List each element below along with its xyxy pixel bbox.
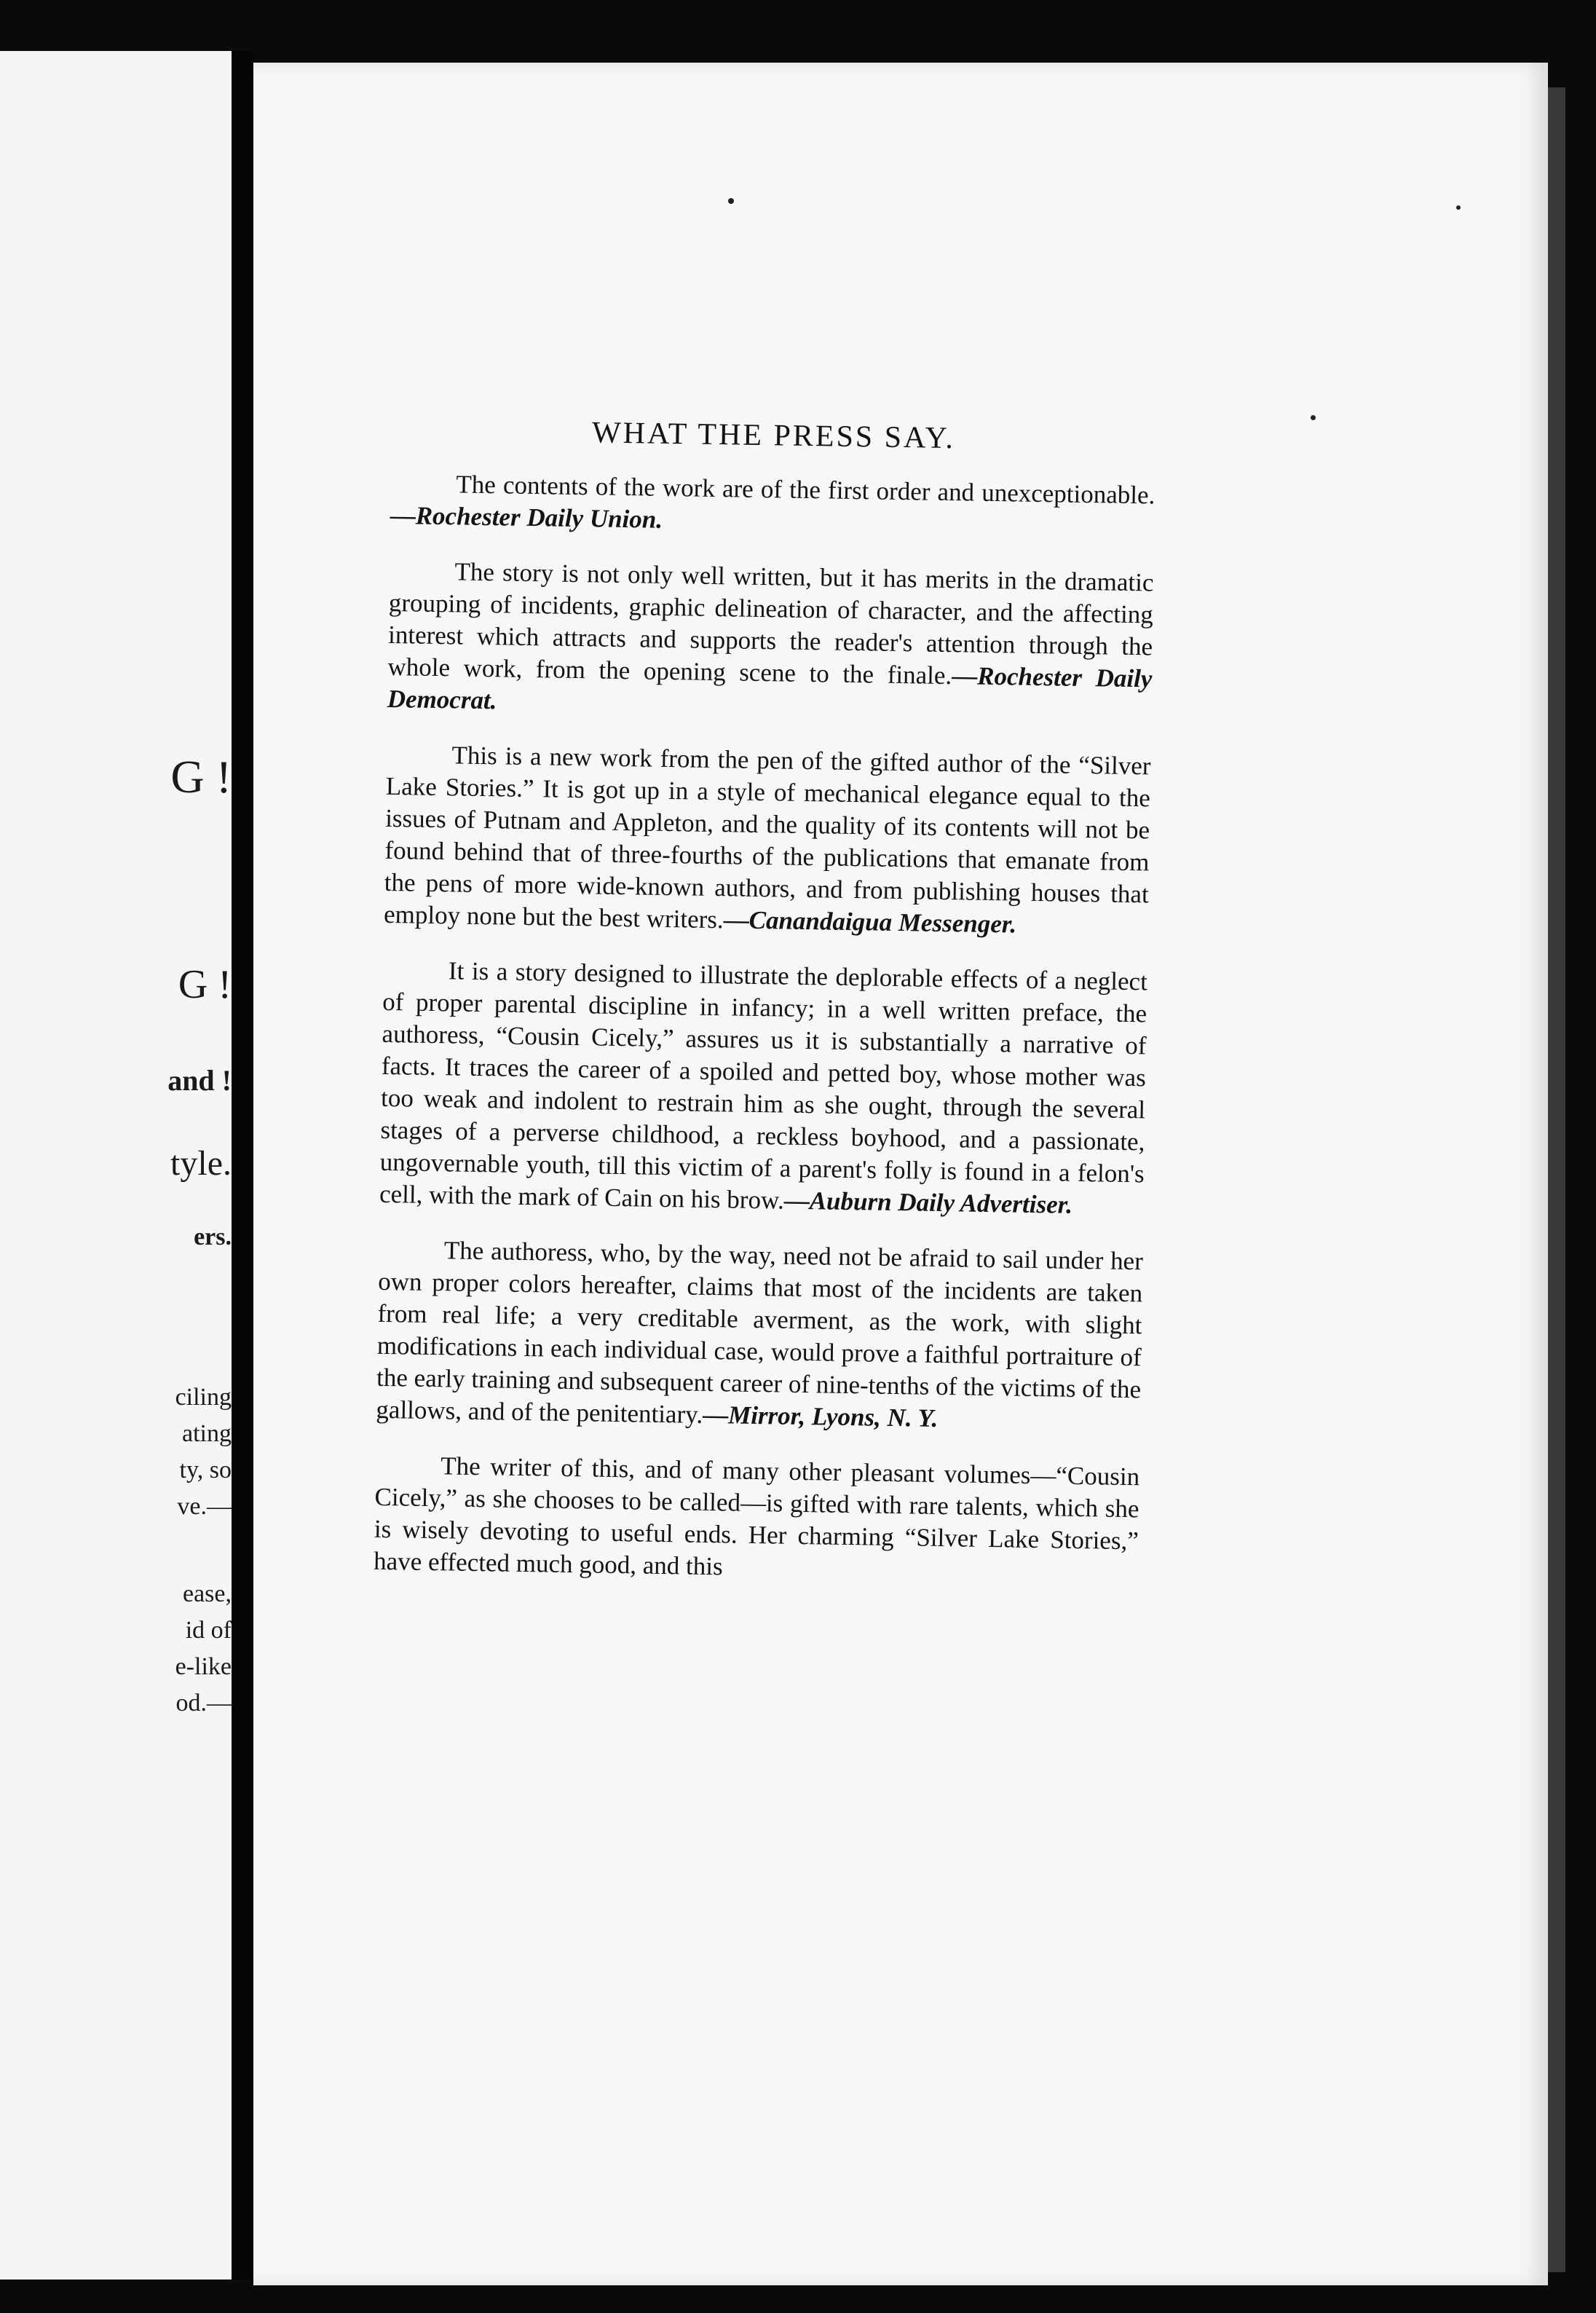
- left-fragment: ciling: [175, 1384, 232, 1411]
- left-fragment: G !: [170, 751, 232, 803]
- left-fragment: od.—: [175, 1690, 232, 1717]
- left-fragment: ating: [182, 1420, 232, 1447]
- review-paragraph: It is a story designed to illustrate the deplorable effects of a neglect of proper parental discipline in infancy; in a well written preface, the authoress, “Cousin Cicely,” assures us it is substantially a narrative of facts. It traces the career of a spoiled and petted boy, whose mother was too weak and indolent to restrain him as she ought, through the several stages of a perverse childhood, a reckless boyhood, and a passionate, ungovernable youth, till this victim of a parent's folly is found in a felon's cell, with the mark of Cain on his brow.—Auburn Daily Advertiser.: [379, 956, 1148, 1219]
- right-page: [253, 63, 1548, 2285]
- left-page: [0, 51, 242, 2279]
- press-reviews: [373, 412, 1156, 1612]
- left-fragment: ve.—: [177, 1493, 232, 1520]
- review-source: Mirror, Lyons, N. Y.: [727, 1400, 939, 1433]
- page-title: WHAT THE PRESS SAY.: [591, 416, 956, 456]
- left-fragment: and !: [167, 1064, 232, 1097]
- left-fragment: ease,: [182, 1580, 232, 1607]
- left-fragment: e-like: [175, 1653, 232, 1680]
- book-spine: [232, 51, 253, 2279]
- review-source: Rochester Daily Democrat.: [387, 661, 1153, 715]
- review-text: This is a new work from the pen of the gifted author of the “Silver Lake Stories.” It is got up in a style of mechanical elegance equal to the issues of Putnam and Appleton, and the quality of its contents will not be found behind that of three-fourths of the publications that emanate from the pens of more wide-known authors, and from publishing houses that employ none but the best writers.: [383, 741, 1151, 934]
- review-source: Canandaigua Messenger.: [748, 905, 1017, 939]
- review-source: Auburn Daily Advertiser.: [809, 1186, 1073, 1219]
- review-text: The writer of this, and of many other pleasant volumes—“Cousin Cicely,” as she chooses to be called—is gifted with rare talents, which she is wisely devoting to useful ends. Her charming “Silver Lake Stories,” have effected much good, and this: [373, 1451, 1140, 1581]
- review-text: It is a story designed to illustrate the deplorable effects of a neglect of proper parental discipline in infancy; in a well written preface, the authoress, “Cousin Cicely,” assures us it is substantially a narrative of facts. It traces the career of a spoiled and petted boy, whose mother was too weak and indolent to restrain him as she ought, through the several stages of a perverse childhood, a reckless boyhood, and a passionate, ungovernable youth, till this victim of a parent's folly is found in a felon's cell, with the mark of Cain on his brow.: [379, 956, 1148, 1215]
- left-fragment: G !: [178, 962, 232, 1007]
- review-paragraph: The contents of the work are of the first order and unexceptionable.—Rochester Daily Union.: [390, 470, 1155, 534]
- review-paragraph: [374, 1449, 1140, 1589]
- page-edge: [1548, 87, 1565, 2272]
- review-text: The authoress, who, by the way, need not be afraid to sail under her own proper colors hereafter, claims that most of the incidents are taken from real life; a very creditable averment, as the work, with slight modifications in each individual case, would prove a faithful portraiture of the early training and subsequent career of nine-tenths of the victims of the gallows, and of the penitentiary.: [376, 1236, 1144, 1429]
- left-fragment: ty, so: [179, 1457, 232, 1483]
- review-paragraph: The story is not only well written, but it has merits in the dramatic grouping of incidents, graphic delineation of character, and the affecting interest which attracts and supports the reader's attention through the whole work, from the opening scene to the finale.—Rochester Daily Democrat.: [387, 557, 1154, 715]
- review-paragraph: The authoress, who, by the way, need not be afraid to sail under her own proper colors hereafter, claims that most of the incidents are taken from real life; a very creditable averment, as the work, with slight modifications in each individual case, would prove a faithful portraiture of the early training and subsequent career of nine-tenths of the victims of the gallows, and of the penitentiary.—Mirror, Lyons, N. Y.: [376, 1236, 1144, 1433]
- left-fragment: id of: [185, 1617, 232, 1644]
- review-source: Rochester Daily Union.: [415, 501, 663, 534]
- review-text: The contents of the work are of the first order and unexceptionable.: [456, 470, 1155, 510]
- review-paragraph: This is a new work from the pen of the gifted author of the “Silver Lake Stories.” It is got up in a style of mechanical elegance equal to the issues of Putnam and Appleton, and the quality of its contents will not be found behind that of three-fourths of the publications that emanate from the pens of more wide-known authors, and from publishing houses that employ none but the best writers.—Canandaigua Messenger.: [383, 741, 1151, 939]
- left-fragment: tyle.: [170, 1144, 232, 1183]
- review-text: The story is not only well written, but it has merits in the dramatic grouping of incidents, graphic delineation of character, and the affecting interest which attracts and supports the reader's attention through the whole work, from the opening scene to the finale.: [387, 557, 1154, 690]
- left-fragment: ers.: [194, 1224, 232, 1250]
